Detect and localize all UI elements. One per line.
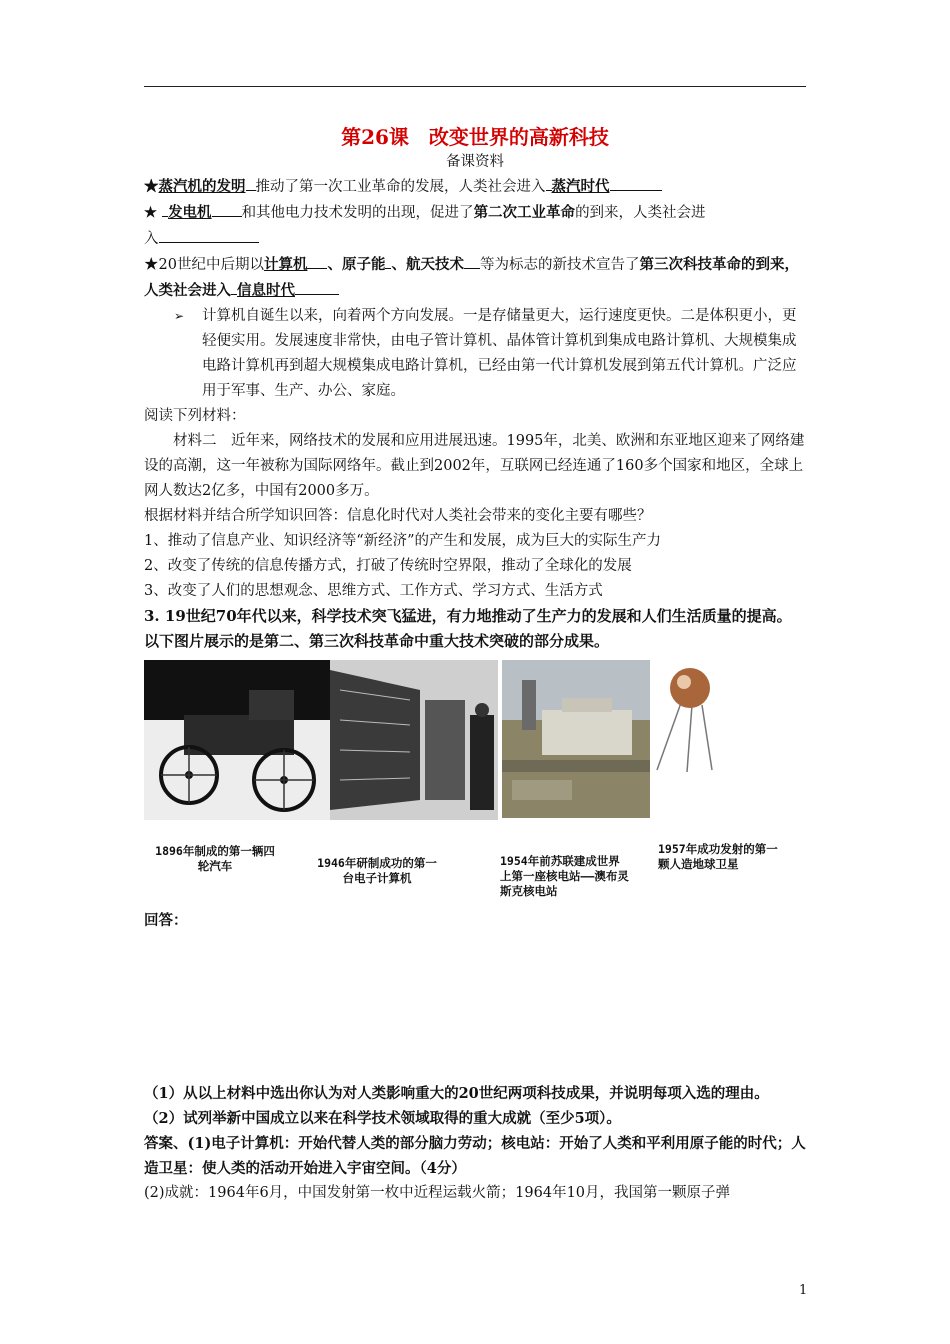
line-generator: ★ 发电机 和其他电力技术发明的出现，促进了第二次工业革命的到来，人类社会进 入 <box>144 200 806 252</box>
read-intro: 阅读下列材料： <box>144 408 246 424</box>
line-steam: ★蒸汽机的发明 推动了第一次工业革命的发展，人类社会进入 蒸汽时代 <box>144 174 806 200</box>
bullet-computer: ➢ 计算机自诞生以来，向着两个方向发展。一是存储量更大，运行速度更快。二是体积更小，更轻便实用。发展速度非常快，由电子管计算机、晶体管计算机到集成电路计算机、大规模集成电路计算机再到超大规模集成电路计算机，已经由第一代计算机发展到第五代计算机。广泛应用于军事、生产、办公、家庭。 <box>174 304 806 404</box>
caption-satellite: 1957年成功发射的第一颗人造地球卫星 <box>658 842 778 871</box>
header-rule <box>144 86 806 87</box>
caption-computer: 1946年研制成功的第一台电子计算机 <box>317 856 437 885</box>
material-two: 材料二 近年来，网络技术的发展和应用进展迅速。1995年，北美、欧洲和东亚地区迎来了网络建设的高潮，这一年被称为国际网络年。截止到2002年，互联网已经连通了160多个国家和地区，全球上网人数达2亿多，中国有2000多万。 <box>144 433 805 499</box>
answer-3: 3、改变了人们的思想观念、思维方式、工作方式、学习方式、生活方式 <box>144 583 603 599</box>
caption-car: 1896年制成的第一辆四轮汽车 <box>155 844 275 873</box>
caption-nuclear: 1954年前苏联建成世界上第一座核电站——澳布灵斯克核电站 <box>500 854 629 898</box>
arrow-bullet-icon: ➢ <box>174 309 185 323</box>
sub-question-2: （2）试列举新中国成立以来在科学技术领域取得的重大成就（至少5项）。 <box>144 1110 621 1127</box>
page-subtitle: 备课资料 <box>446 154 504 170</box>
sub-question-1: （1）从以上材料中选出你认为对人类影响重大的20世纪两项科技成果，并说明每项入选的理由。 <box>144 1085 769 1102</box>
photo-row <box>144 660 806 820</box>
photo-captions <box>144 840 806 900</box>
eniac-photo <box>330 660 498 820</box>
nuclear-plant-photo <box>502 660 650 818</box>
page-number: 1 <box>799 1283 808 1298</box>
page-title: 第26课 改变世界的高新科技 <box>341 125 609 149</box>
answer-1: 1、推动了信息产业、知识经济等“新经济”的产生和发展，成为巨大的实际生产力 <box>144 533 662 549</box>
answer-2: 2、改变了传统的信息传播方式，打破了传统时空界限，推动了全球化的发展 <box>144 558 632 574</box>
answer-part-2: (2)成就：1964年6月，中国发射第一枚中近程运载火箭；1964年10月，我国第一颗原子弹 <box>144 1185 731 1201</box>
answer-label: 回答： <box>144 912 188 929</box>
answer-part-1: 答案、(1)电子计算机：开始代替人类的部分脑力劳动；核电站：开始了人类和平利用原子能的时代；人造卫星：使人类的活动开始进入宇宙空间。（4分） <box>144 1135 806 1177</box>
satellite-photo <box>652 660 762 772</box>
car-photo <box>144 660 330 820</box>
line-20th-century: ★20世纪中后期以计算机 、原子能 、航天技术 等为标志的新技术宣告了第三次科技革命的到来，人类社会进入 信息时代 <box>144 252 806 304</box>
question-info-age: 根据材料并结合所学知识回答：信息化时代对人类社会带来的变化主要有哪些？ <box>144 508 652 524</box>
question-3: 3. 19世纪70年代以来，科学技术突飞猛进，有力地推动了生产力的发展和人们生活质量的提高。以下图片展示的是第二、第三次科技革命中重大技术突破的部分成果。 <box>144 607 792 650</box>
document-body <box>144 118 806 1206</box>
